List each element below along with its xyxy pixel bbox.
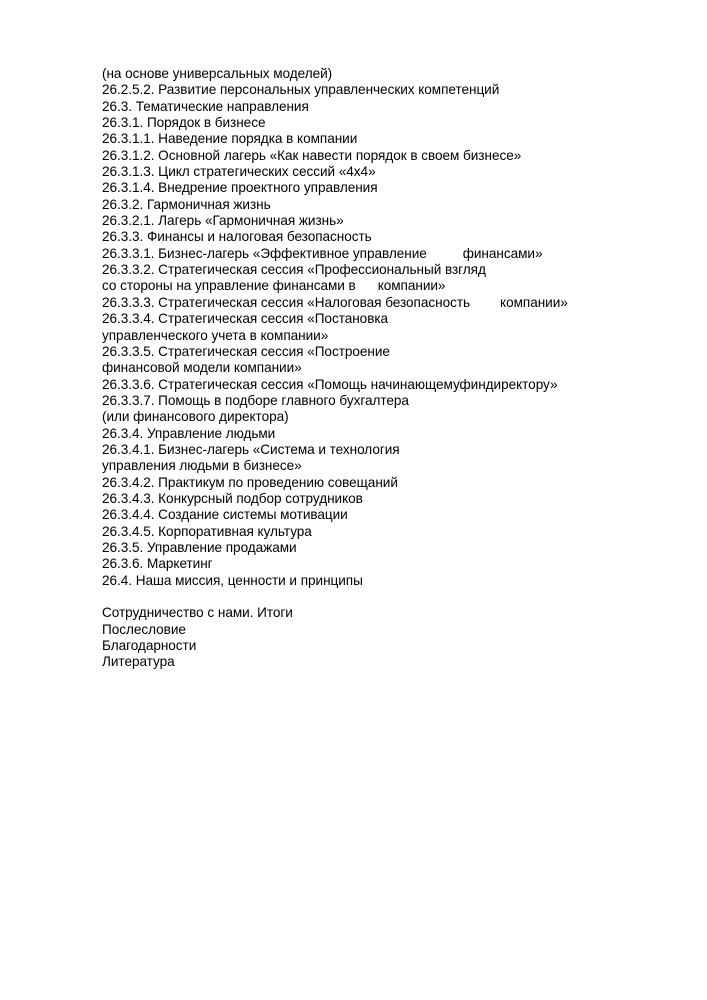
toc-entry-text: 26.3.4.3. Конкурсный подбор сотрудников (102, 490, 363, 506)
toc-entry-text: 26.3.5. Управление продажами (102, 539, 297, 555)
toc-entry-text: 26.3.4. Управление людьми (102, 425, 276, 441)
toc-entry-text: (или финансового директора) (102, 409, 289, 425)
toc-entry-text: 26.3.1.1. Наведение порядка в компании (102, 131, 358, 147)
toc-entry-text: Литература (102, 654, 175, 670)
toc-entry (102, 148, 662, 164)
toc-entry (102, 360, 662, 376)
toc-entry (102, 654, 662, 670)
toc-entry (102, 328, 662, 344)
toc-entry (102, 573, 662, 589)
toc-entry-text: 26.3.6. Маркетинг (102, 556, 213, 572)
toc-entry-text: 26.3.3.6. Стратегическая сессия «Помощь начинающемуфиндиректору» (102, 376, 558, 392)
toc-entry-text: 26.3.1.2. Основной лагерь «Как навести порядок в своем бизнесе» (102, 147, 522, 163)
toc-entry (102, 458, 662, 474)
section-spacer (102, 589, 662, 605)
toc-entry (102, 377, 662, 393)
toc-entry (102, 311, 662, 327)
toc-entry-text: 26.3.4.2. Практикум по проведению совещаний (102, 474, 398, 490)
toc-entry (102, 229, 662, 245)
toc-entry-text: 26.3.2.1. Лагерь «Гармоничная жизнь» (102, 213, 344, 229)
toc-entry-text: 26.4. Наша миссия, ценности и принципы (102, 572, 363, 588)
toc-entry-text: 26.3.3.3. Стратегическая сессия «Налоговая безопасность (102, 294, 471, 310)
toc-entry (102, 213, 662, 229)
toc-entry (102, 524, 662, 540)
toc-entry-text: Сотрудничество с нами. Итоги (102, 605, 293, 621)
toc-entry-text: финансовой модели компании» (102, 360, 302, 376)
toc-entry-text: 26.3.1.3. Цикл стратегических сессий «4х4» (102, 164, 376, 180)
toc-entry (102, 99, 662, 115)
toc-entry (102, 180, 662, 196)
toc-entry (102, 344, 662, 360)
toc-entry (102, 556, 662, 572)
toc-entry (102, 82, 662, 98)
toc-entry-text: 26.3.3.1. Бизнес-лагерь «Эффективное управление (102, 245, 427, 261)
toc-entry (102, 115, 662, 131)
toc-entry-text: 26.3.1. Порядок в бизнесе (102, 115, 266, 131)
toc-entry (102, 295, 662, 311)
toc-entry-text: 26.2.5.2. Развитие персональных управленческих компетенций (102, 82, 500, 98)
toc-entry (102, 540, 662, 556)
toc-entry (102, 197, 662, 213)
toc-entry-text: 26.3.4.5. Корпоративная культура (102, 523, 312, 539)
toc-entry-text: управленческого учета в компании» (102, 327, 329, 343)
toc-entry (102, 622, 662, 638)
toc-entry (102, 262, 662, 278)
toc-entry-text: 26.3.1.4. Внедрение проектного управления (102, 180, 378, 196)
toc-entry (102, 442, 662, 458)
toc-entry (102, 278, 662, 294)
toc-entry-text: 26.3.3.5. Стратегическая сессия «Построение (102, 343, 390, 359)
toc-entry (102, 475, 662, 491)
table-of-contents (102, 66, 662, 671)
toc-entry (102, 426, 662, 442)
toc-entry-text: 26.3.2. Гармоничная жизнь (102, 196, 271, 212)
toc-entry-text: 26.3.3. Финансы и налоговая безопасность (102, 229, 372, 245)
toc-entry-text: Послесловие (102, 621, 186, 637)
toc-entry-tail: компании» (377, 278, 446, 294)
toc-entry (102, 393, 662, 409)
toc-entry (102, 638, 662, 654)
toc-entry-text: (на основе универсальных моделей) (102, 66, 333, 81)
toc-entry (102, 246, 662, 262)
toc-entry-tail: компании» (500, 294, 568, 310)
toc-entry-text: управления людьми в бизнесе» (102, 458, 302, 474)
toc-entry (102, 409, 662, 425)
toc-entry-text: со стороны на управление финансами в (102, 278, 356, 294)
toc-entry (102, 164, 662, 180)
toc-entry-text: 26.3.4.4. Создание системы мотивации (102, 507, 348, 523)
toc-entry (102, 605, 662, 621)
toc-entry-text: Благодарности (102, 638, 197, 654)
toc-entry (102, 507, 662, 523)
toc-entry-text: 26.3. Тематические направления (102, 98, 309, 114)
toc-entry-text: 26.3.3.4. Стратегическая сессия «Постановка (102, 311, 389, 327)
toc-entry (102, 131, 662, 147)
toc-entry-text: 26.3.4.1. Бизнес-лагерь «Система и технология (102, 441, 400, 457)
toc-entry (102, 491, 662, 507)
toc-entry-tail: финансами» (462, 245, 543, 261)
toc-entry-text: 26.3.3.7. Помощь в подборе главного бухгалтера (102, 392, 409, 408)
toc-entry-text: 26.3.3.2. Стратегическая сессия «Профессиональный взгляд (102, 262, 486, 278)
toc-entry (102, 66, 662, 82)
